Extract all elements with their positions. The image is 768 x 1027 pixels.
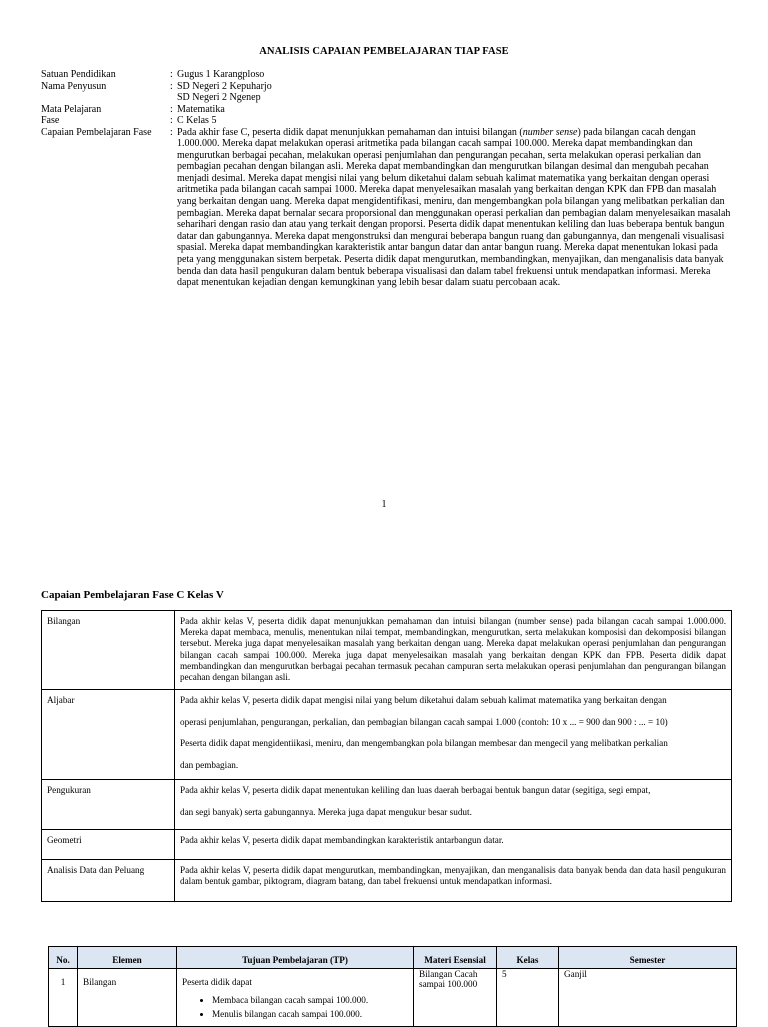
meta-value: Gugus 1 Karangploso [177, 69, 265, 80]
meta-colon: : [170, 69, 173, 80]
kelas-cell: 5 [497, 969, 559, 1027]
tp-intro: Peserta didik dapat [182, 977, 252, 987]
meta-row-penyusun [41, 81, 731, 104]
table-row [42, 780, 732, 830]
table-row [49, 969, 737, 1027]
meta-label: Mata Pelajaran [41, 103, 102, 115]
meta-label: Capaian Pembelajaran Fase [41, 126, 152, 138]
table-row [42, 611, 732, 690]
meta-colon: : [170, 80, 173, 92]
list-item: • Menulis bilangan cacah sampai 100.000. [212, 1009, 408, 1019]
meta-row-mapel [41, 104, 731, 116]
meta-value-line: SD Negeri 2 Kepuharjo [177, 80, 272, 92]
meta-value [177, 81, 731, 104]
description-paragraph: Pada akhir kelas V, peserta didik dapat mengisi nilai yang belum diketahui dalam sebuah kalimat matematika yang berkaitan dengan [180, 695, 667, 706]
page-number: 1 [381, 499, 387, 510]
meta-row-cp [41, 127, 731, 289]
section-title: Capaian Pembelajaran Fase C Kelas V [41, 589, 224, 601]
column-header-no: No. [49, 947, 78, 969]
description-cell [175, 690, 732, 780]
element-cell: Aljabar [42, 690, 175, 780]
cp-paragraph [177, 127, 731, 289]
meta-label: Nama Penyusun [41, 80, 107, 92]
meta-value: C Kelas 5 [177, 115, 217, 126]
cp-text-italic: number sense [522, 126, 578, 138]
document-title: ANALISIS CAPAIAN PEMBELAJARAN TIAP FASE [259, 46, 509, 57]
description-cell: Pada akhir kelas V, peserta didik dapat membandingkan karakteristik antarbangun datar. [175, 830, 732, 860]
description-paragraph: operasi penjumlahan, pengurangan, perkalian, dan pembagian bilangan cacah sampai 1.000 (contoh: 10 x ... = 900 dan 900 : ... = 10) [180, 716, 668, 727]
meta-row-satuan [41, 69, 731, 81]
column-header-semester: Semester [559, 947, 737, 969]
description-paragraph: dan segi banyak) serta gabungannya. Mereka juga dapat mengukur besar sudut. [180, 806, 472, 817]
description-paragraph: dan pembagian. [180, 759, 239, 770]
cp-table [41, 610, 732, 902]
meta-value: Matematika [177, 103, 225, 115]
meta-row-fase [41, 115, 731, 127]
meta-colon: : [170, 115, 173, 126]
column-header-materi: Materi Esensial [414, 947, 497, 969]
element-cell: Geometri [42, 830, 175, 860]
element-cell: Bilangan [42, 611, 175, 690]
column-header-elemen: Elemen [78, 947, 177, 969]
meta-value-line: SD Negeri 2 Ngenep [177, 92, 261, 103]
meta-label: Fase [41, 115, 60, 126]
table-row [42, 830, 732, 860]
semester-cell: Ganjil [559, 969, 737, 1027]
meta-colon: : [170, 126, 173, 138]
table-row [42, 690, 732, 780]
description-cell: Pada akhir kelas V, peserta didik dapat mengurutkan, membandingkan, menyajikan, dan menganalisis data banyak benda dan data hasil pengukuran dalam bentuk gambar, piktogram, diagram batang, dan tabel frekuensi untuk mendapatkan informasi. [175, 860, 732, 902]
element-cell: Pengukuran [42, 780, 175, 830]
column-header-kelas: Kelas [497, 947, 559, 969]
column-header-tp: Tujuan Pembelajaran (TP) [177, 947, 414, 969]
elemen-cell: Bilangan [78, 969, 177, 1027]
no-cell: 1 [49, 969, 78, 1027]
list-item: • Membaca bilangan cacah sampai 100.000. [212, 995, 408, 1005]
description-paragraph: Peserta didik dapat mengidentiikasi, meniru, dan mengembangkan pola bilangan membesar dan mengecil yang melibatkan perkalian [180, 738, 668, 749]
materi-cell: Bilangan Cacah sampai 100.000 [414, 969, 497, 1027]
meta-label: Satuan Pendidikan [41, 69, 116, 80]
tp-cell [177, 969, 414, 1027]
table-header-row [49, 947, 737, 969]
cp-text-part: ) pada bilangan cacah dengan 1.000.000. Mereka dapat melakukan operasi aritmetika pada bilangan cacah sampai 100.000. Mereka dapat membandingkan dan mengurutkan berbagai pecahan, melakukan operasi penjumlahan dan pengurangan pecahan, serta melakukan operasi perkalian dan pembagian pecahan dengan bilangan asli. Mereka dapat membandingkan dan mengurutkan bilangan desimal dan mengubah pecahan menjadi desimal. Mereka dapat mengisi nilai yang belum diketahui dalam sebuah kalimat matematika yang berkaitan dengan operasi aritmetika pada bilangan cacah sampai 1000. Mereka dapat menyelesaikan masalah yang berkaitan dengan KPK dan FPB dan masalah yang berkaitan dengan uang. Mereka dapat mengidentifikasi, meniru, dan mengembangkan pola bilangan yang melibatkan perkalian dan pembagian. Mereka dapat bernalar secara proporsional dan menggunakan operasi perkalian dan pembagian dalam menyelesaikan masalah seharihari dengan rasio dan atau yang terkait dengan proporsi. Peserta didik dapat menentukan keliling dan luas beberapa bentuk bangun datar dan gabungannya. Mereka dapat mengonstruksi dan mengurai beberapa bangun ruang dan gabungannya, dan mengenali visualisasi spasial. Mereka dapat membandingkan karakteristik antar bangun datar dan antar bangun ruang. Mereka dapat menentukan lokasi pada peta yang menggunakan sistem berpetak. Peserta didik dapat mengurutkan, membandingkan, menyajikan, dan menganalisis data banyak benda dan data hasil pengukuran dalam bentuk beberapa visualisasi dan dalam tabel frekuensi untuk mendapatkan informasi. Mereka dapat menentukan kejadian dengan kemungkinan yang lebih besar dalam suatu percobaan acak. [177, 126, 731, 289]
meta-block [41, 69, 731, 289]
table-row [42, 860, 732, 902]
tp-list [182, 995, 408, 1019]
description-cell: Pada akhir kelas V, peserta didik dapat menunjukkan pemahaman dan intuisi bilangan (number sense) pada bilangan cacah sampai 1.000.000. Mereka dapat membaca, menulis, menentukan nilai tempat, membandingkan, mengurutkan, serta melakukan komposisi dan dekomposisi bilangan tersebut. Mereka juga dapat menyelesaikan masalah yang berkaitan dengan uang. Mereka dapat melakukan operasi penjumlahan dan pengurangan bilangan cacah sampai 100.000. Mereka juga dapat menyelesaikan masalah yang berkaitan dengan KPK dan FPB. Peserta didik dapat membandingkan dan mengurutkan berbagai pecahan termasuk pecahan campuran serta melakukan operasi penjumlahan dan pengurangan bilangan pecahan dengan bilangan asli. [175, 611, 732, 690]
description-cell [175, 780, 732, 830]
description-paragraph: Pada akhir kelas V, peserta didik dapat menentukan keliling dan luas daerah berbagai bentuk bangun datar (segitiga, segi empat, [180, 785, 651, 796]
element-cell: Analisis Data dan Peluang [42, 860, 175, 902]
meta-colon: : [170, 103, 173, 115]
cp-text-part: Pada akhir fase C, peserta didik dapat menunjukkan pemahaman dan intuisi bilangan ( [177, 126, 523, 138]
tp-table [48, 946, 737, 1027]
